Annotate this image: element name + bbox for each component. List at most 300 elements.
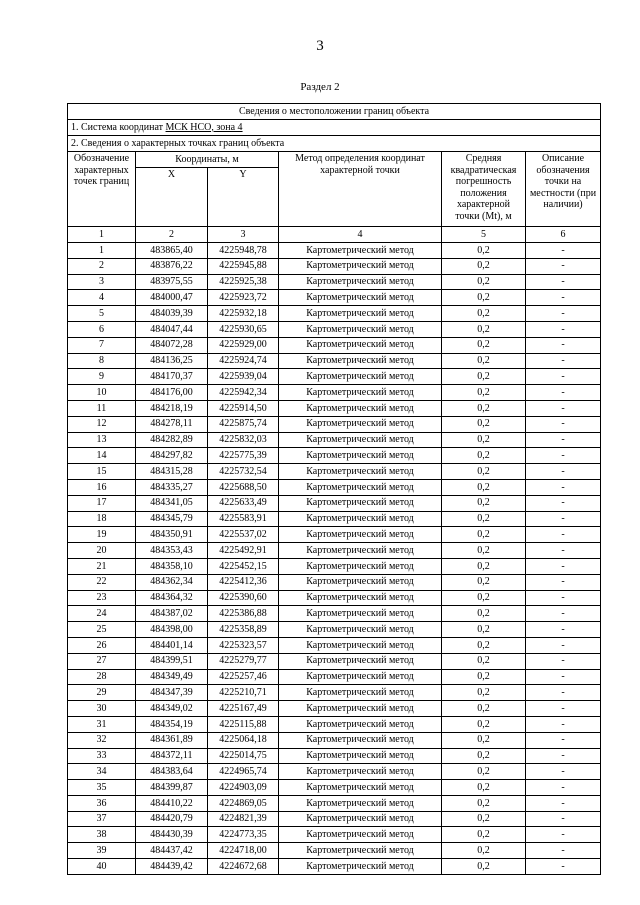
method: Картометрический метод [279, 527, 442, 543]
mean-error: 0,2 [442, 843, 526, 859]
mean-error: 0,2 [442, 669, 526, 685]
description: - [526, 274, 601, 290]
description: - [526, 495, 601, 511]
table-row [68, 622, 601, 638]
point-number: 13 [68, 432, 136, 448]
method: Картометрический метод [279, 479, 442, 495]
method: Картометрический метод [279, 685, 442, 701]
point-number: 17 [68, 495, 136, 511]
method: Картометрический метод [279, 290, 442, 306]
description: - [526, 795, 601, 811]
table-row [68, 353, 601, 369]
table-row [68, 448, 601, 464]
coord-y: 4225064,18 [208, 732, 279, 748]
coord-x: 484315,28 [136, 464, 208, 480]
mean-error: 0,2 [442, 464, 526, 480]
description: - [526, 369, 601, 385]
point-number: 27 [68, 653, 136, 669]
coord-x: 484399,51 [136, 653, 208, 669]
table-row [68, 685, 601, 701]
point-number: 35 [68, 780, 136, 796]
coord-x: 484401,14 [136, 637, 208, 653]
point-number: 20 [68, 543, 136, 559]
coord-x: 484278,11 [136, 416, 208, 432]
mean-error: 0,2 [442, 290, 526, 306]
coord-x: 484398,00 [136, 622, 208, 638]
coord-x: 484072,28 [136, 337, 208, 353]
mean-error: 0,2 [442, 400, 526, 416]
points-section-title: 2. Сведения о характерных точках границ объекта [68, 136, 601, 152]
method: Картометрический метод [279, 321, 442, 337]
table-title: Сведения о местоположении границ объекта [68, 104, 601, 120]
mean-error: 0,2 [442, 558, 526, 574]
table-row [68, 574, 601, 590]
coord-y: 4225412,36 [208, 574, 279, 590]
coord-x: 484136,25 [136, 353, 208, 369]
mean-error: 0,2 [442, 432, 526, 448]
mean-error: 0,2 [442, 353, 526, 369]
method: Картометрический метод [279, 558, 442, 574]
coord-x: 484000,47 [136, 290, 208, 306]
description: - [526, 653, 601, 669]
coord-y: 4224869,05 [208, 795, 279, 811]
table-row [68, 527, 601, 543]
description: - [526, 590, 601, 606]
header-coordinates: Координаты, м [136, 152, 279, 168]
description: - [526, 290, 601, 306]
coord-x: 484349,02 [136, 701, 208, 717]
point-number: 4 [68, 290, 136, 306]
coord-y: 4225633,49 [208, 495, 279, 511]
description: - [526, 337, 601, 353]
coord-x: 484372,11 [136, 748, 208, 764]
point-number: 34 [68, 764, 136, 780]
coord-x: 484364,32 [136, 590, 208, 606]
table-row [68, 748, 601, 764]
method: Картометрический метод [279, 748, 442, 764]
table-row [68, 385, 601, 401]
table-row [68, 337, 601, 353]
table-row [68, 321, 601, 337]
column-number: 2 [136, 227, 208, 243]
table-row [68, 701, 601, 717]
mean-error: 0,2 [442, 732, 526, 748]
mean-error: 0,2 [442, 653, 526, 669]
mean-error: 0,2 [442, 685, 526, 701]
mean-error: 0,2 [442, 811, 526, 827]
coord-x: 483876,22 [136, 258, 208, 274]
method: Картометрический метод [279, 243, 442, 259]
coord-y: 4225210,71 [208, 685, 279, 701]
description: - [526, 432, 601, 448]
coord-x: 484354,19 [136, 716, 208, 732]
method: Картометрический метод [279, 432, 442, 448]
point-number: 3 [68, 274, 136, 290]
table-row [68, 416, 601, 432]
header-description: Описание обозначения точки на местности (при наличии) [526, 152, 601, 227]
point-number: 31 [68, 716, 136, 732]
table-row [68, 637, 601, 653]
coord-y: 4225732,54 [208, 464, 279, 480]
coord-x: 483865,40 [136, 243, 208, 259]
coord-y: 4225583,91 [208, 511, 279, 527]
coord-x: 484439,42 [136, 859, 208, 875]
method: Картометрический метод [279, 606, 442, 622]
description: - [526, 764, 601, 780]
method: Картометрический метод [279, 795, 442, 811]
method: Картометрический метод [279, 448, 442, 464]
coord-x: 484047,44 [136, 321, 208, 337]
mean-error: 0,2 [442, 574, 526, 590]
method: Картометрический метод [279, 716, 442, 732]
description: - [526, 511, 601, 527]
description: - [526, 701, 601, 717]
point-number: 14 [68, 448, 136, 464]
point-number: 38 [68, 827, 136, 843]
coord-y: 4225115,88 [208, 716, 279, 732]
coord-x: 484170,37 [136, 369, 208, 385]
description: - [526, 606, 601, 622]
description: - [526, 416, 601, 432]
description: - [526, 827, 601, 843]
coord-x: 484358,10 [136, 558, 208, 574]
method: Картометрический метод [279, 385, 442, 401]
mean-error: 0,2 [442, 622, 526, 638]
point-number: 29 [68, 685, 136, 701]
coord-y: 4225924,74 [208, 353, 279, 369]
coord-y: 4224672,68 [208, 859, 279, 875]
description: - [526, 243, 601, 259]
mean-error: 0,2 [442, 590, 526, 606]
method: Картометрический метод [279, 622, 442, 638]
coord-y: 4225279,77 [208, 653, 279, 669]
mean-error: 0,2 [442, 416, 526, 432]
description: - [526, 574, 601, 590]
mean-error: 0,2 [442, 748, 526, 764]
coord-y: 4225775,39 [208, 448, 279, 464]
method: Картометрический метод [279, 843, 442, 859]
coord-y: 4225390,60 [208, 590, 279, 606]
coord-x: 484345,79 [136, 511, 208, 527]
description: - [526, 258, 601, 274]
method: Картометрический метод [279, 400, 442, 416]
mean-error: 0,2 [442, 764, 526, 780]
method: Картометрический метод [279, 416, 442, 432]
mean-error: 0,2 [442, 637, 526, 653]
mean-error: 0,2 [442, 274, 526, 290]
coord-y: 4225923,72 [208, 290, 279, 306]
mean-error: 0,2 [442, 369, 526, 385]
point-number: 6 [68, 321, 136, 337]
point-number: 36 [68, 795, 136, 811]
table-row [68, 843, 601, 859]
coord-y: 4225688,50 [208, 479, 279, 495]
description: - [526, 527, 601, 543]
description: - [526, 400, 601, 416]
description: - [526, 748, 601, 764]
table-row [68, 479, 601, 495]
description: - [526, 479, 601, 495]
column-number: 4 [279, 227, 442, 243]
point-number: 16 [68, 479, 136, 495]
method: Картометрический метод [279, 511, 442, 527]
method: Картометрический метод [279, 337, 442, 353]
coord-y: 4225832,03 [208, 432, 279, 448]
mean-error: 0,2 [442, 511, 526, 527]
mean-error: 0,2 [442, 337, 526, 353]
mean-error: 0,2 [442, 795, 526, 811]
point-number: 26 [68, 637, 136, 653]
table-row [68, 258, 601, 274]
coord-y: 4224821,39 [208, 811, 279, 827]
table-row [68, 764, 601, 780]
description: - [526, 780, 601, 796]
coord-x: 484176,00 [136, 385, 208, 401]
mean-error: 0,2 [442, 385, 526, 401]
coord-y: 4225358,89 [208, 622, 279, 638]
coord-x: 483975,55 [136, 274, 208, 290]
point-number: 1 [68, 243, 136, 259]
coord-x: 484297,82 [136, 448, 208, 464]
table-row [68, 716, 601, 732]
table-row [68, 432, 601, 448]
table-row [68, 795, 601, 811]
point-number: 37 [68, 811, 136, 827]
coord-x: 484399,87 [136, 780, 208, 796]
table-row [68, 653, 601, 669]
description: - [526, 732, 601, 748]
point-number: 19 [68, 527, 136, 543]
column-numbers-row [68, 227, 601, 243]
coord-y: 4225945,88 [208, 258, 279, 274]
method: Картометрический метод [279, 495, 442, 511]
method: Картометрический метод [279, 353, 442, 369]
description: - [526, 622, 601, 638]
point-number: 30 [68, 701, 136, 717]
mean-error: 0,2 [442, 859, 526, 875]
table-row [68, 732, 601, 748]
mean-error: 0,2 [442, 243, 526, 259]
column-number: 3 [208, 227, 279, 243]
mean-error: 0,2 [442, 543, 526, 559]
mean-error: 0,2 [442, 606, 526, 622]
coord-system-row [68, 120, 601, 136]
coord-x: 484350,91 [136, 527, 208, 543]
mean-error: 0,2 [442, 527, 526, 543]
method: Картометрический метод [279, 780, 442, 796]
description: - [526, 321, 601, 337]
coord-y: 4225925,38 [208, 274, 279, 290]
table-row [68, 859, 601, 875]
coord-y: 4225014,75 [208, 748, 279, 764]
coord-y: 4224773,35 [208, 827, 279, 843]
method: Картометрический метод [279, 306, 442, 322]
coord-y: 4225929,00 [208, 337, 279, 353]
description: - [526, 385, 601, 401]
header-method: Метод определения координат характерной точки [279, 152, 442, 227]
coord-x: 484218,19 [136, 400, 208, 416]
coord-y: 4224965,74 [208, 764, 279, 780]
method: Картометрический метод [279, 258, 442, 274]
mean-error: 0,2 [442, 716, 526, 732]
mean-error: 0,2 [442, 479, 526, 495]
coord-x: 484039,39 [136, 306, 208, 322]
point-number: 7 [68, 337, 136, 353]
table-row [68, 369, 601, 385]
method: Картометрический метод [279, 637, 442, 653]
coord-system-value: МСК НСО, зона 4 [165, 121, 243, 133]
mean-error: 0,2 [442, 827, 526, 843]
method: Картометрический метод [279, 732, 442, 748]
column-number: 1 [68, 227, 136, 243]
table-row [68, 306, 601, 322]
method: Картометрический метод [279, 701, 442, 717]
header-error: Средняя квадратическая погрешность положения характерной точки (Mt), м [442, 152, 526, 227]
coord-x: 484347,39 [136, 685, 208, 701]
point-number: 23 [68, 590, 136, 606]
point-number: 28 [68, 669, 136, 685]
description: - [526, 558, 601, 574]
point-number: 25 [68, 622, 136, 638]
mean-error: 0,2 [442, 306, 526, 322]
table-row [68, 543, 601, 559]
method: Картометрический метод [279, 859, 442, 875]
mean-error: 0,2 [442, 701, 526, 717]
description: - [526, 543, 601, 559]
method: Картометрический метод [279, 669, 442, 685]
point-number: 8 [68, 353, 136, 369]
description: - [526, 464, 601, 480]
column-number: 6 [526, 227, 601, 243]
point-number: 39 [68, 843, 136, 859]
coord-y: 4225939,04 [208, 369, 279, 385]
description: - [526, 448, 601, 464]
mean-error: 0,2 [442, 258, 526, 274]
coord-x: 484361,89 [136, 732, 208, 748]
method: Картометрический метод [279, 653, 442, 669]
point-number: 33 [68, 748, 136, 764]
coord-y: 4225537,02 [208, 527, 279, 543]
table-row [68, 511, 601, 527]
coord-y: 4225914,50 [208, 400, 279, 416]
point-number: 11 [68, 400, 136, 416]
table-row [68, 590, 601, 606]
point-number: 18 [68, 511, 136, 527]
coord-system-prefix: 1. Система координат [71, 121, 166, 133]
coord-y: 4225930,65 [208, 321, 279, 337]
mean-error: 0,2 [442, 780, 526, 796]
point-number: 22 [68, 574, 136, 590]
coord-x: 484362,34 [136, 574, 208, 590]
coord-y: 4225492,91 [208, 543, 279, 559]
description: - [526, 637, 601, 653]
method: Картометрический метод [279, 811, 442, 827]
coord-x: 484341,05 [136, 495, 208, 511]
table-row [68, 464, 601, 480]
method: Картометрический метод [279, 827, 442, 843]
point-number: 12 [68, 416, 136, 432]
point-number: 2 [68, 258, 136, 274]
coord-x: 484430,39 [136, 827, 208, 843]
coord-x: 484410,22 [136, 795, 208, 811]
description: - [526, 843, 601, 859]
point-number: 10 [68, 385, 136, 401]
method: Картометрический метод [279, 369, 442, 385]
point-number: 40 [68, 859, 136, 875]
mean-error: 0,2 [442, 495, 526, 511]
point-number: 32 [68, 732, 136, 748]
table-row [68, 243, 601, 259]
method: Картометрический метод [279, 543, 442, 559]
point-number: 5 [68, 306, 136, 322]
description: - [526, 859, 601, 875]
coord-y: 4225932,18 [208, 306, 279, 322]
coord-x: 484437,42 [136, 843, 208, 859]
coord-y: 4225452,15 [208, 558, 279, 574]
coord-x: 484353,43 [136, 543, 208, 559]
coord-y: 4224718,00 [208, 843, 279, 859]
table-row [68, 274, 601, 290]
method: Картометрический метод [279, 464, 442, 480]
coord-y: 4225942,34 [208, 385, 279, 401]
coord-x: 484335,27 [136, 479, 208, 495]
coord-x: 484383,64 [136, 764, 208, 780]
method: Картометрический метод [279, 590, 442, 606]
header-x: X [136, 168, 208, 227]
table-row [68, 290, 601, 306]
point-number: 15 [68, 464, 136, 480]
coord-x: 484387,02 [136, 606, 208, 622]
method: Картометрический метод [279, 274, 442, 290]
coord-y: 4225167,49 [208, 701, 279, 717]
coord-x: 484282,89 [136, 432, 208, 448]
description: - [526, 685, 601, 701]
table-row [68, 827, 601, 843]
mean-error: 0,2 [442, 448, 526, 464]
mean-error: 0,2 [442, 321, 526, 337]
coord-y: 4224903,09 [208, 780, 279, 796]
table-row [68, 606, 601, 622]
coord-y: 4225386,88 [208, 606, 279, 622]
section-title: Раздел 2 [300, 81, 340, 93]
description: - [526, 353, 601, 369]
point-number: 9 [68, 369, 136, 385]
coord-y: 4225257,46 [208, 669, 279, 685]
table-row [68, 811, 601, 827]
description: - [526, 811, 601, 827]
method: Картометрический метод [279, 574, 442, 590]
header-designation: Обозначение характерных точек границ [68, 152, 136, 227]
description: - [526, 716, 601, 732]
point-number: 24 [68, 606, 136, 622]
table-row [68, 495, 601, 511]
table-row [68, 780, 601, 796]
method: Картометрический метод [279, 764, 442, 780]
column-number: 5 [442, 227, 526, 243]
page-number: 3 [316, 38, 324, 54]
boundary-points-table [67, 103, 601, 875]
point-number: 21 [68, 558, 136, 574]
coord-x: 484420,79 [136, 811, 208, 827]
coord-x: 484349,49 [136, 669, 208, 685]
table-row [68, 400, 601, 416]
description: - [526, 669, 601, 685]
header-y: Y [208, 168, 279, 227]
coord-y: 4225875,74 [208, 416, 279, 432]
table-row [68, 669, 601, 685]
coord-y: 4225323,57 [208, 637, 279, 653]
table-row [68, 558, 601, 574]
